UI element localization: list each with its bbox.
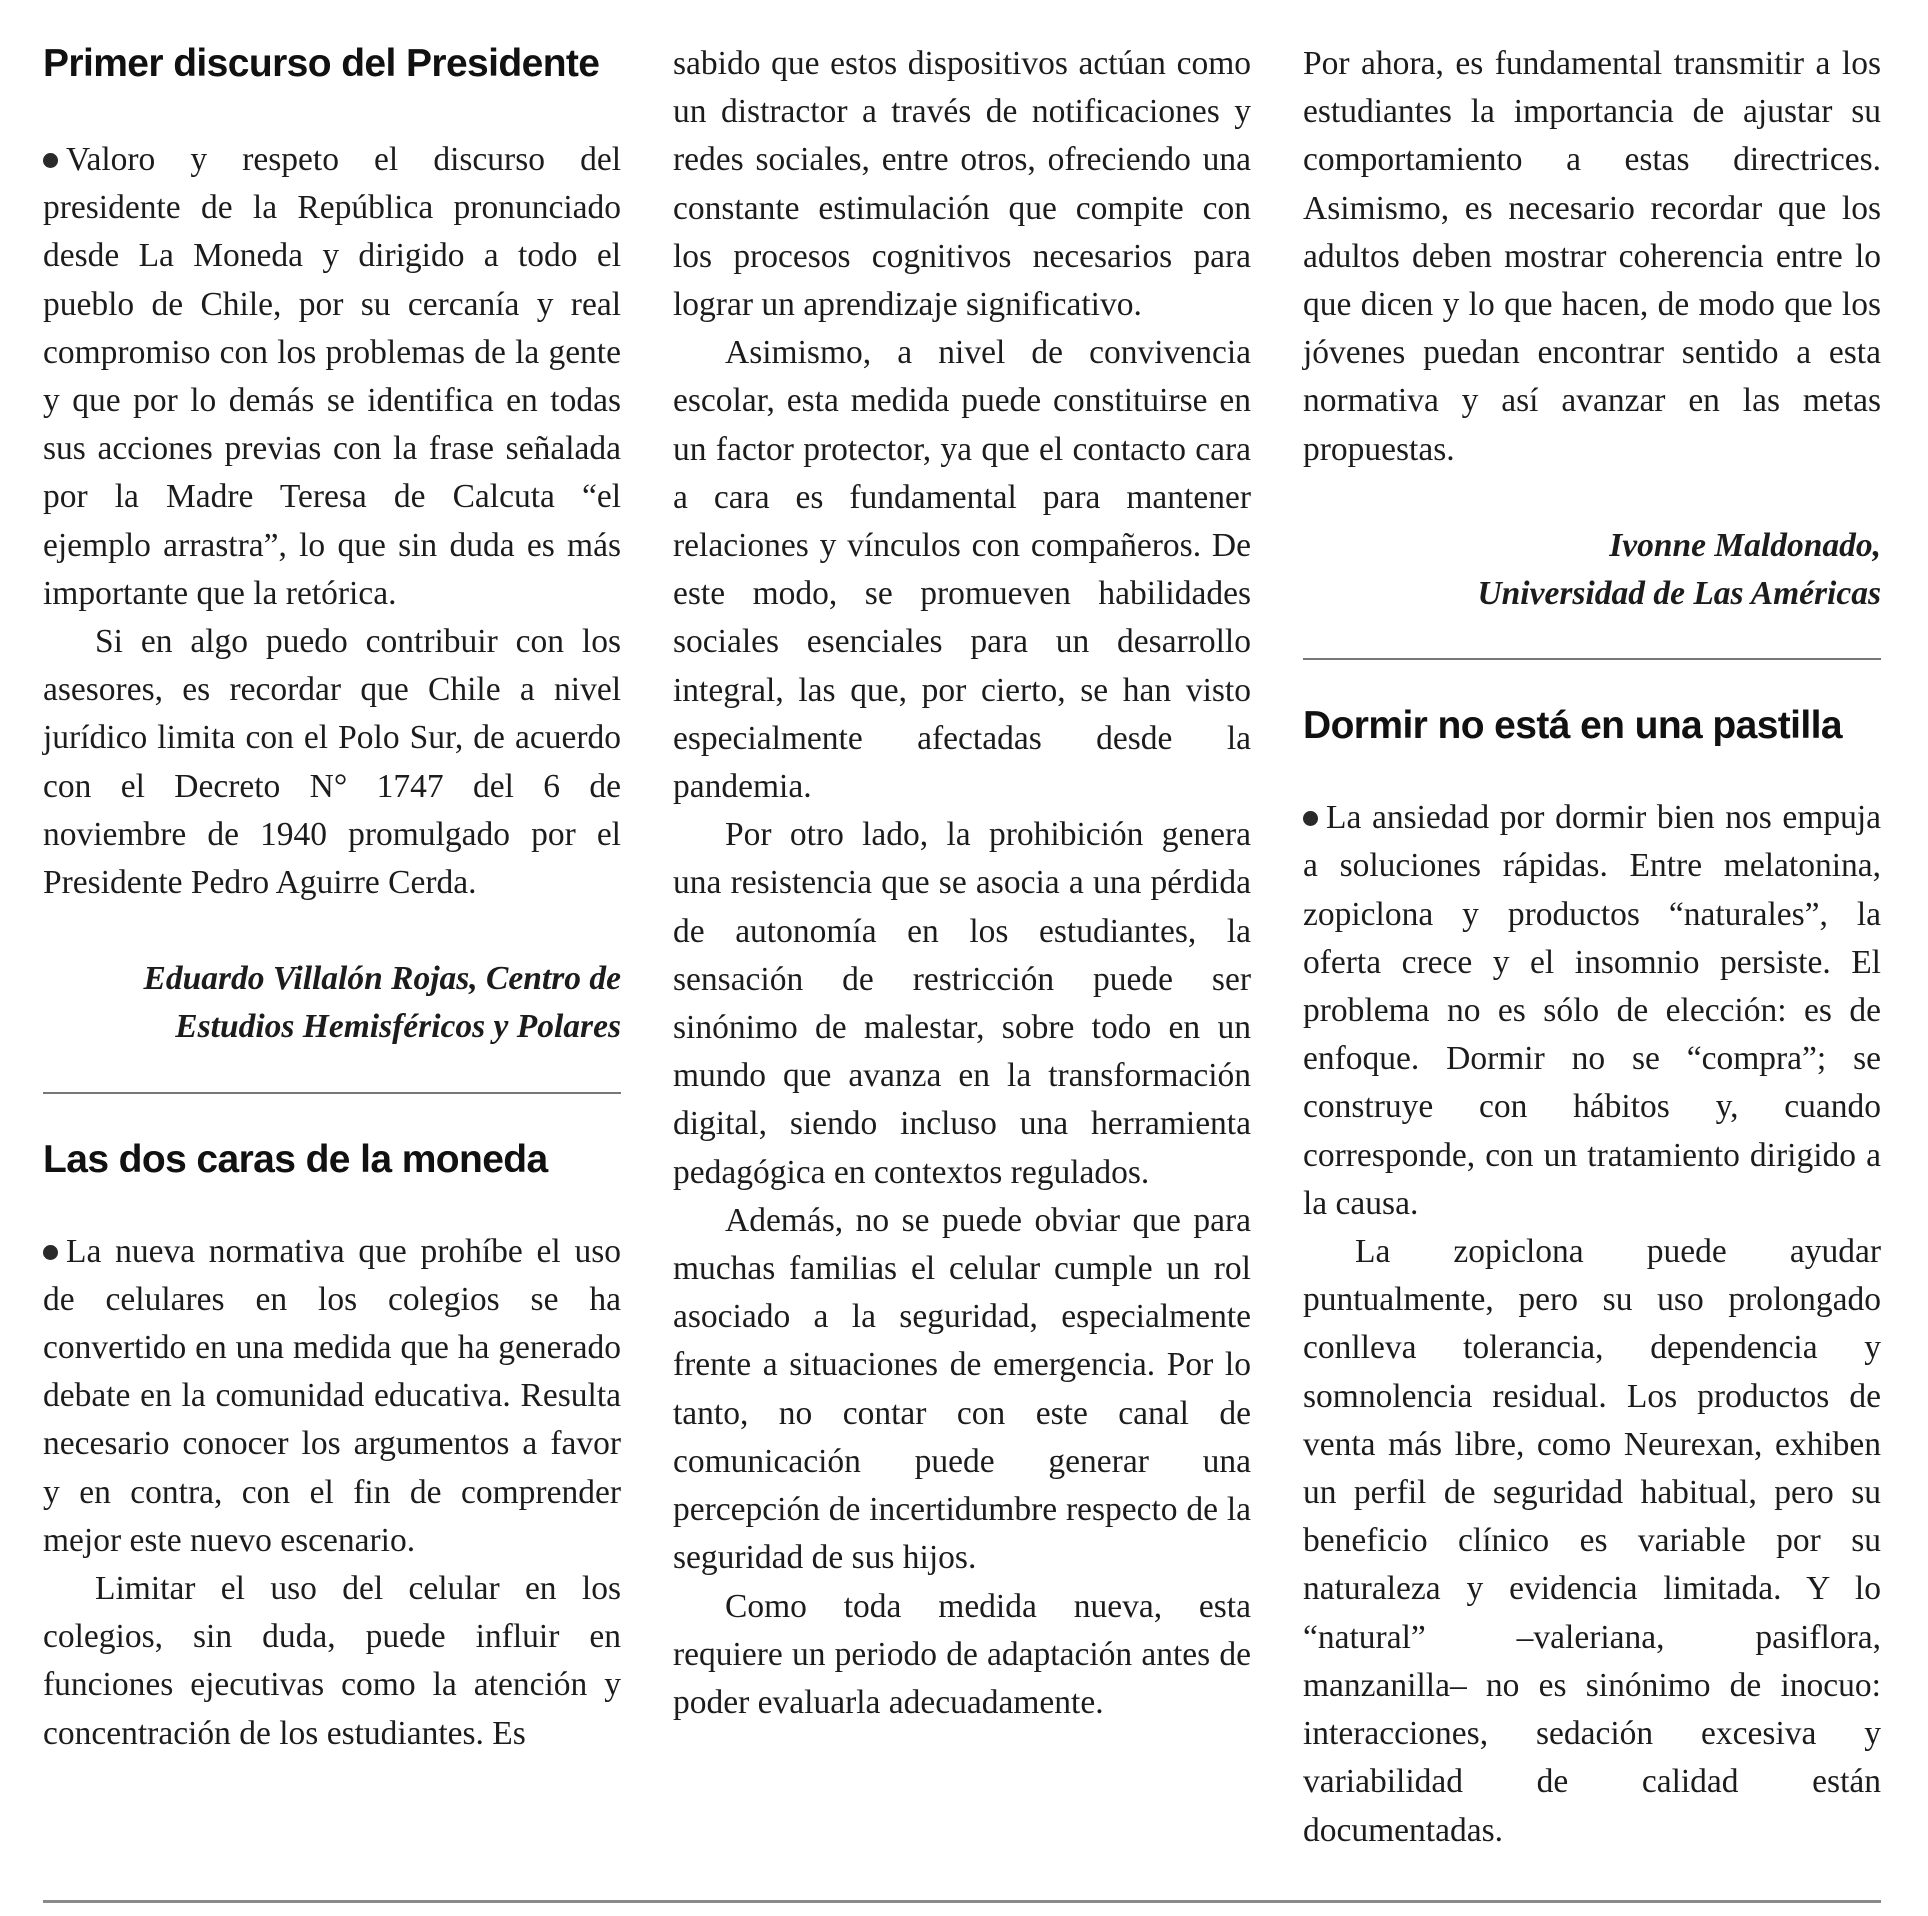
letter-2-paragraph-4: Asimismo, a nivel de convivencia escolar, esta medida puede constituirse en un factor protector, ya que el contacto cara a cara es fundamental para mantener relaciones y vínculos con compañeros. De este modo, se promueven habilidades sociales esenciales para un desarrollo integral, las que, por cierto, se han visto especialmente afectadas desde la pandemia. xyxy=(673,334,1251,806)
letter-2-signature-line-1: Ivonne Maldonado, xyxy=(1609,526,1881,564)
column-2 xyxy=(673,40,1251,1727)
bottom-divider xyxy=(43,1900,1881,1903)
letter-3-paragraph-1: La ansiedad por dormir bien nos empuja a soluciones rápidas. Entre melatonina, zopiclona y productos “naturales”, la oferta crece y el insomnio persiste. El problema no es sólo de elección: es de enfoque. Dormir no se “compra”; se construye con hábitos y, cuando corresponde, con un tratamiento dirigido a la causa. xyxy=(1303,799,1881,1222)
bullet-icon xyxy=(43,153,58,168)
letter-1-signature-line-2: Estudios Hemisféricos y Polares xyxy=(175,1008,621,1046)
letter-2-paragraph-5: Por otro lado, la prohibición genera una resistencia que se asocia a una pérdida de autonomía en los estudiantes, la sensación de restricción puede ser sinónimo de malestar, sobre todo en un mundo que avanza en la transformación digital, siendo incluso una herramienta pedagógica en contextos regulados. xyxy=(673,816,1251,1191)
column-1 xyxy=(43,40,621,1758)
letter-2-signature-line-2: Universidad de Las Américas xyxy=(1477,575,1881,613)
letter-2-paragraph-7: Como toda medida nueva, esta requiere un periodo de adaptación antes de poder evaluarla adecuadamente. xyxy=(673,1587,1251,1721)
column-3 xyxy=(1303,40,1881,1855)
letter-2-title: Las dos caras de la moneda xyxy=(43,1137,548,1181)
letter-2-paragraph-6: Además, no se puede obviar que para muchas familias el celular cumple un rol asociado a la seguridad, especialmente frente a situaciones de emergencia. Por lo tanto, no contar con este canal de comunicación puede generar una percepción de incertidumbre respecto de la seguridad de sus hijos. xyxy=(673,1201,1251,1577)
letter-1-paragraph-1: Valoro y respeto el discurso del presidente de la República pronunciado desde La Moneda y dirigido a todo el pueblo de Chile, por su cercanía y real compromiso con los problemas de la gente y que por lo demás se identifica en todas sus acciones previas con la frase señalada por la Madre Teresa de Calcuta “el ejemplo arrastra”, lo que sin duda es más importante que la retórica. xyxy=(43,141,621,612)
letter-2-paragraph-8: Por ahora, es fundamental transmitir a los estudiantes la importancia de ajustar su comportamiento a estas directrices. Asimismo, es necesario recordar que los adultos deben mostrar coherencia entre lo que dicen y lo que hacen, de modo que los jóvenes puedan encontrar sentido a esta normativa y así avanzar en las metas propuestas. xyxy=(1303,45,1881,468)
letter-1-signature-line-1: Eduardo Villalón Rojas, Centro de xyxy=(143,960,621,998)
bullet-icon xyxy=(1303,811,1318,826)
letter-2-paragraph-1: La nueva normativa que prohíbe el uso de celulares en los colegios se ha convertido en una medida que ha generado debate en la comunidad educativa. Resulta necesario conocer los argumentos a favor y en contra, con el fin de comprender mejor este nuevo escenario. xyxy=(43,1232,621,1559)
letter-2-paragraph-2: Limitar el uso del celular en los colegios, sin duda, puede influir en funciones ejecutivas como la atención y concentración de los estudiantes. Es xyxy=(43,1570,621,1752)
letter-3-title: Dormir no está en una pastilla xyxy=(1303,704,1842,748)
letter-2-paragraph-3: sabido que estos dispositivos actúan como un distractor a través de notificaciones y redes sociales, entre otros, ofreciendo una constante estimulación que compite con los procesos cognitivos necesarios para lograr un aprendizaje significativo. xyxy=(673,45,1251,324)
letter-1-paragraph-2: Si en algo puedo contribuir con los asesores, es recordar que Chile a nivel jurídico limita con el Polo Sur, de acuerdo con el Decreto N° 1747 del 6 de noviembre de 1940 promulgado por el Presidente Pedro Aguirre Cerda. xyxy=(43,623,621,902)
letter-3-paragraph-2: La zopiclona puede ayudar puntualmente, pero su uso prolongado conlleva tolerancia, dependencia y somnolencia residual. Los productos de venta más libre, como Neurexan, exhiben un perfil de seguridad habitual, pero su beneficio clínico es variable por su naturaleza y evidencia limitada. Y lo “natural” –valeriana, pasiflora, manzanilla– no es sinónimo de inocuo: interacciones, sedación excesiva y variabilidad de calidad están documentadas. xyxy=(1303,1233,1881,1849)
bullet-icon xyxy=(43,1245,58,1260)
letter-1-title: Primer discurso del Presidente xyxy=(43,42,600,85)
